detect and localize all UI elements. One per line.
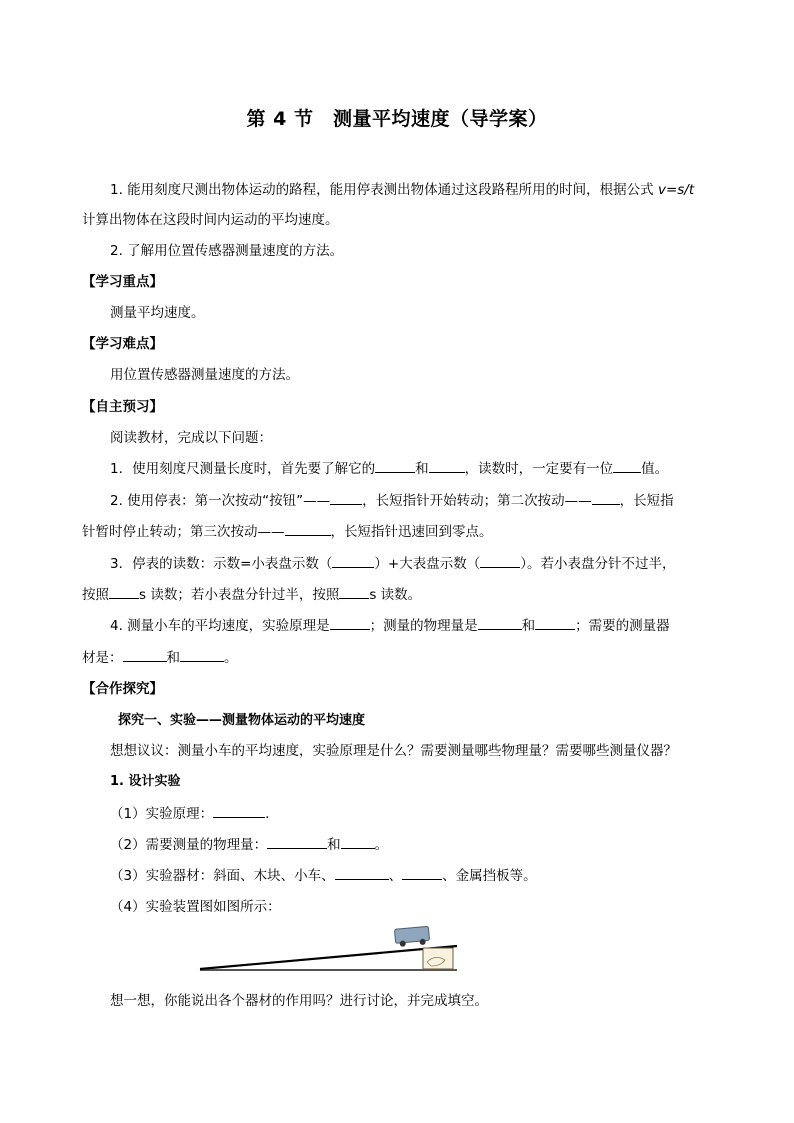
- design-step-3: （3）实验器材：斜面、木块、小车、 、 、金属挡板等。: [110, 868, 537, 884]
- objective-2: 2. 了解用位置传感器测量速度的方法。: [110, 243, 344, 259]
- blank[interactable]: [478, 616, 522, 630]
- preview-intro: 阅读教材，完成以下问题：: [110, 430, 272, 446]
- blank[interactable]: [402, 866, 442, 880]
- blank[interactable]: [267, 835, 327, 849]
- blank[interactable]: [213, 804, 265, 818]
- page-title: 第 4 节 测量平均速度（导学案）: [246, 108, 548, 130]
- explore-1-heading: 探究一、实验——测量物体运动的平均速度: [118, 713, 366, 728]
- blank[interactable]: [123, 648, 167, 662]
- wood-block: [423, 948, 453, 969]
- question-2-line-2: 针暂时停止转动；第三次按动—— ，长短指针迅速回到零点。: [82, 524, 493, 540]
- design-step-4: （4）实验装置图如图所示：: [110, 899, 281, 915]
- key-points-text: 测量平均速度。: [110, 305, 205, 321]
- experiment-apparatus-figure: [195, 910, 465, 980]
- blank[interactable]: [332, 554, 374, 568]
- blank[interactable]: [330, 616, 370, 630]
- question-2-line-1: 2. 使用停表：第一次按动“按钮”—— ，长短指针开始转动；第二次按动—— ，长短指: [110, 493, 674, 509]
- blank[interactable]: [429, 459, 465, 473]
- question-4-line-1: 4. 测量小车的平均速度，实验原理是 ；测量的物理量是 和 ；需要的测量器: [110, 618, 670, 634]
- formula: v=s/t: [657, 182, 695, 198]
- blank[interactable]: [375, 459, 415, 473]
- blank[interactable]: [480, 554, 520, 568]
- section-heading-key-points: 【学习重点】: [82, 274, 163, 290]
- blank[interactable]: [335, 866, 389, 880]
- question-3-line-2: 按照 s 读数；若小表盘分针过半，按照 s 读数。: [82, 587, 422, 603]
- section-heading-difficulties: 【学习难点】: [82, 336, 163, 352]
- question-4-line-2: 材是： 和 。: [82, 650, 238, 666]
- section-heading-cooperate: 【合作探究】: [82, 681, 163, 697]
- design-step-2: （2）需要测量的物理量： 和 。: [110, 837, 389, 853]
- design-heading: 1. 设计实验: [110, 774, 181, 789]
- think-about-it: 想一想，你能说出各个器材的作用吗？进行讨论，并完成填空。: [110, 993, 488, 1009]
- design-step-1: （1）实验原理： .: [110, 806, 270, 822]
- difficulties-text: 用位置传感器测量速度的方法。: [110, 367, 299, 383]
- objective-1-line-2: 计算出物体在这段时间内运动的平均速度。: [82, 212, 339, 228]
- blank[interactable]: [109, 585, 139, 599]
- blank[interactable]: [330, 491, 362, 505]
- objective-1-line-1: 1. 能用刻度尺测出物体运动的路程，能用停表测出物体通过这段路程所用的时间，根据公式 v=s/t: [110, 182, 695, 198]
- think-discuss: 想想议议：测量小车的平均速度，实验原理是什么？需要测量哪些物理量？需要哪些测量仪器？: [110, 743, 677, 759]
- blank[interactable]: [613, 459, 641, 473]
- blank[interactable]: [592, 491, 620, 505]
- cart: [394, 926, 429, 947]
- question-3-line-1: 3．停表的读数：示数=小表盘示数（ ）+大表盘示数（ ）。若小表盘分针不过半，: [110, 556, 676, 572]
- blank[interactable]: [339, 585, 369, 599]
- section-heading-preview: 【自主预习】: [82, 399, 163, 415]
- blank[interactable]: [285, 522, 331, 536]
- question-1: 1．使用刻度尺测量长度时，首先要了解它的 和 ，读数时，一定要有一位 值。: [110, 461, 669, 477]
- incline-board: [200, 946, 457, 969]
- blank[interactable]: [535, 616, 575, 630]
- blank[interactable]: [341, 835, 375, 849]
- blank[interactable]: [180, 648, 224, 662]
